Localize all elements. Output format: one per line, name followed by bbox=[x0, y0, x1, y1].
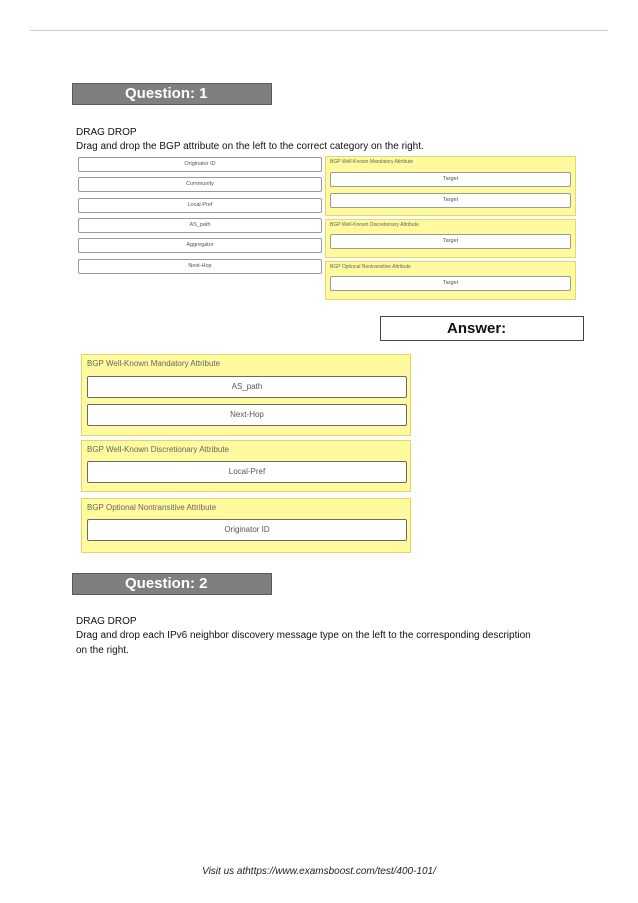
source-item-local-pref[interactable]: Local-Pref bbox=[78, 198, 322, 213]
answer-category-title: BGP Well-Known Mandatory Attribute bbox=[87, 359, 221, 368]
source-item-originator-id[interactable]: Originator ID bbox=[78, 157, 322, 172]
drop-target[interactable]: Target bbox=[330, 172, 571, 187]
answer-banner bbox=[380, 316, 584, 341]
source-item-community[interactable]: Community bbox=[78, 177, 322, 192]
answer-label: Answer: bbox=[447, 320, 507, 337]
question-1-label: Question: 1 bbox=[125, 85, 208, 102]
category-well-known-mandatory bbox=[325, 156, 576, 216]
category-optional-nontransitive bbox=[325, 261, 576, 300]
question-2-type: DRAG DROP bbox=[76, 616, 137, 627]
answer-item: AS_path bbox=[87, 376, 407, 398]
source-item-next-hop[interactable]: Next-Hop bbox=[78, 259, 322, 274]
question-2-prompt-line-1: Drag and drop each IPv6 neighbor discovery message type on the left to the corresponding description bbox=[76, 630, 531, 641]
question-2-banner bbox=[72, 573, 272, 595]
question-1-banner bbox=[72, 83, 272, 105]
question-1-type: DRAG DROP bbox=[76, 127, 137, 138]
drop-target[interactable]: Target bbox=[330, 276, 571, 291]
answer-item: Local-Pref bbox=[87, 461, 407, 483]
header-rule bbox=[30, 30, 608, 31]
answer-category-title: BGP Well-Known Discretionary Attribute bbox=[87, 445, 229, 454]
question-1-prompt: Drag and drop the BGP attribute on the left to the correct category on the right. bbox=[76, 141, 424, 152]
footer-link[interactable]: Visit us athttps://www.examsboost.com/test/400-101/ bbox=[202, 866, 436, 877]
answer-item: Next-Hop bbox=[87, 404, 407, 426]
drop-target[interactable]: Target bbox=[330, 193, 571, 208]
category-title: BGP Optional Nontransitive Attribute bbox=[330, 264, 411, 270]
category-title: BGP Well-Known Mandatory Attribute bbox=[330, 159, 414, 165]
answer-item: Originator ID bbox=[87, 519, 407, 541]
category-title: BGP Well-Known Discretionary Attribute bbox=[330, 222, 419, 228]
question-2-prompt-line-2: on the right. bbox=[76, 645, 129, 656]
question-2-label: Question: 2 bbox=[125, 575, 208, 592]
answer-category-well-known-mandatory bbox=[81, 354, 411, 436]
answer-category-well-known-discretionary bbox=[81, 440, 411, 492]
source-item-aggregator[interactable]: Aggregator bbox=[78, 238, 322, 253]
source-item-as-path[interactable]: AS_path bbox=[78, 218, 322, 233]
answer-figure bbox=[81, 354, 411, 553]
drop-target[interactable]: Target bbox=[330, 234, 571, 249]
answer-category-optional-nontransitive bbox=[81, 498, 411, 553]
answer-category-title: BGP Optional Nontransitive Attribute bbox=[87, 503, 217, 512]
category-well-known-discretionary bbox=[325, 219, 576, 258]
